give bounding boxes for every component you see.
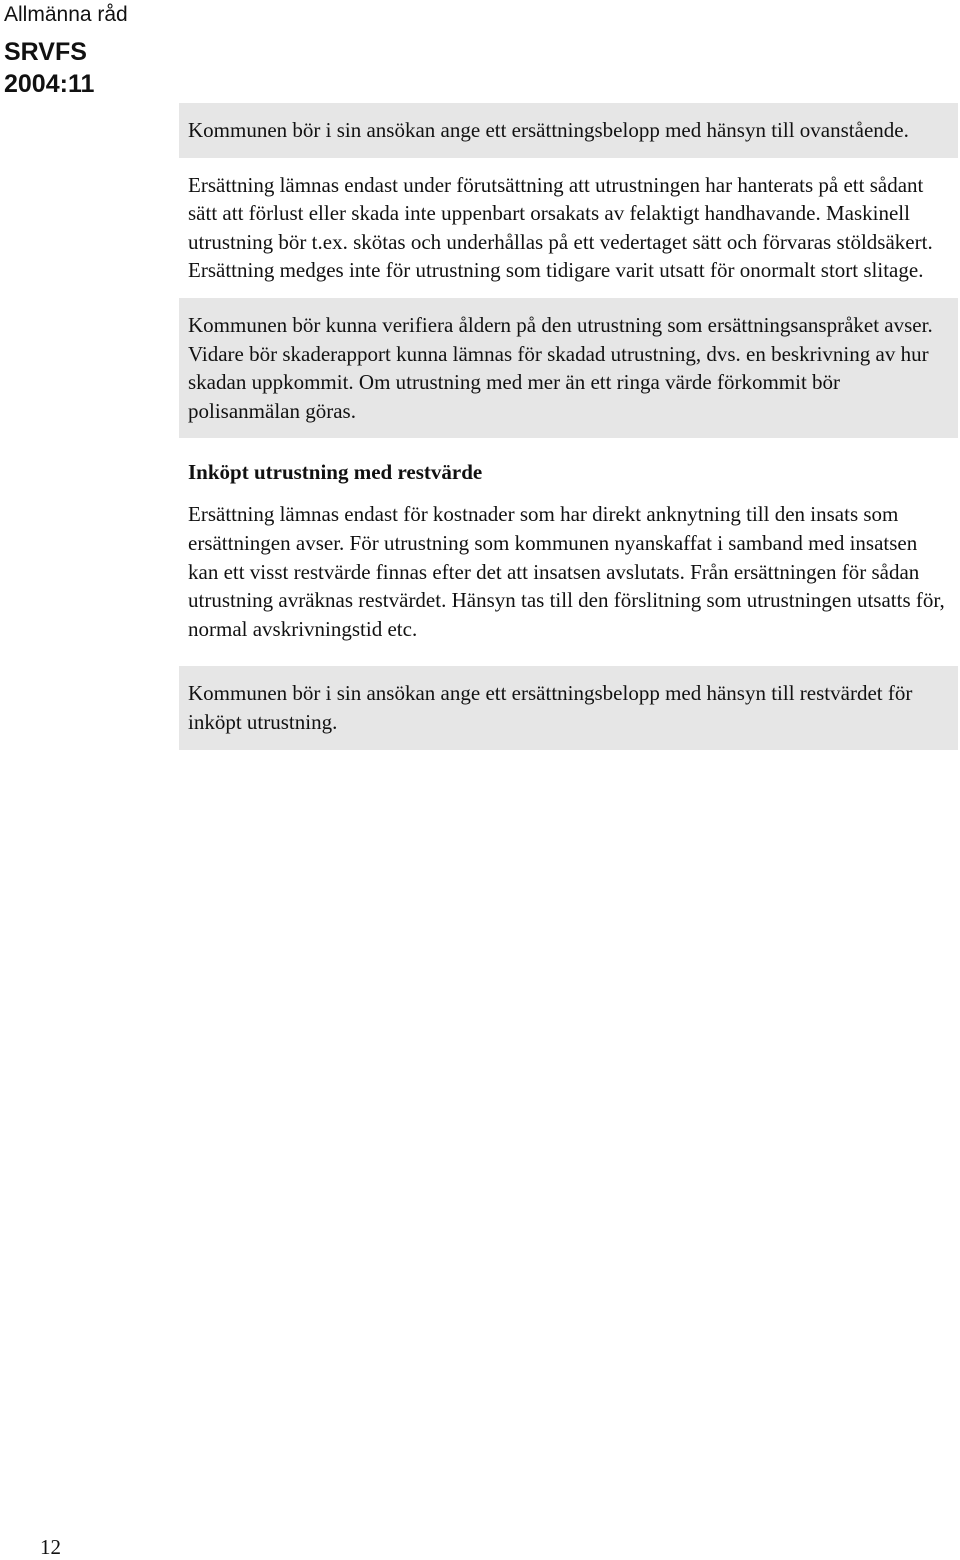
side-label-allmanna-rad: Allmänna råd bbox=[4, 3, 128, 26]
document-code: SRVFS 2004:11 bbox=[4, 38, 95, 98]
advice-block-compensation-amount: Kommunen bör i sin ansökan ange ett ersättningsbelopp med hänsyn till ovanstående. bbox=[179, 103, 958, 158]
advice-block-residual-value: Kommunen bör i sin ansökan ange ett ersättningsbelopp med hänsyn till restvärdet för inköpt utrustning. bbox=[179, 666, 958, 749]
main-content bbox=[179, 103, 958, 750]
paragraph-residual-value: Ersättning lämnas endast för kostnader som har direkt anknytning till den insats som ersättningen avser. För utrustning som kommunen nyanskaffat i samband med insatsen kan ett visst restvärde finnas efter det att insatsen avslutats. Från ersättningen för sådan utrustning avräknas restvärdet. Hänsyn tas till den förslitning som utrustningen utsatts för, normal avskrivningstid etc. bbox=[188, 502, 945, 641]
page-number: 12 bbox=[40, 1535, 61, 1559]
paragraph-compensation-conditions: Ersättning lämnas endast under förutsättning att utrustningen har hanterats på ett sådant sätt att förlust eller skada inte uppenbart orsakats av felaktigt handhavande. Maskinell utrustning bör t.ex. skötas och underhållas på ett vedertaget sätt och förvaras stöldsäkert. Ersättning medges inte för utrustning som tidigare varit utsatt för onormalt stort slitage. bbox=[188, 172, 933, 283]
section-heading: Inköpt utrustning med restvärde bbox=[188, 460, 483, 485]
advice-block-verification: Kommunen bör kunna verifiera åldern på den utrustning som ersättningsanspråket avser. Vidare bör skaderapport kunna lämnas för skadad utrustning, dvs. en beskrivning av hur skadan uppkommit. Om utrustning med mer än ett ringa värde förkommit bör polisanmälan göras. bbox=[179, 298, 958, 438]
